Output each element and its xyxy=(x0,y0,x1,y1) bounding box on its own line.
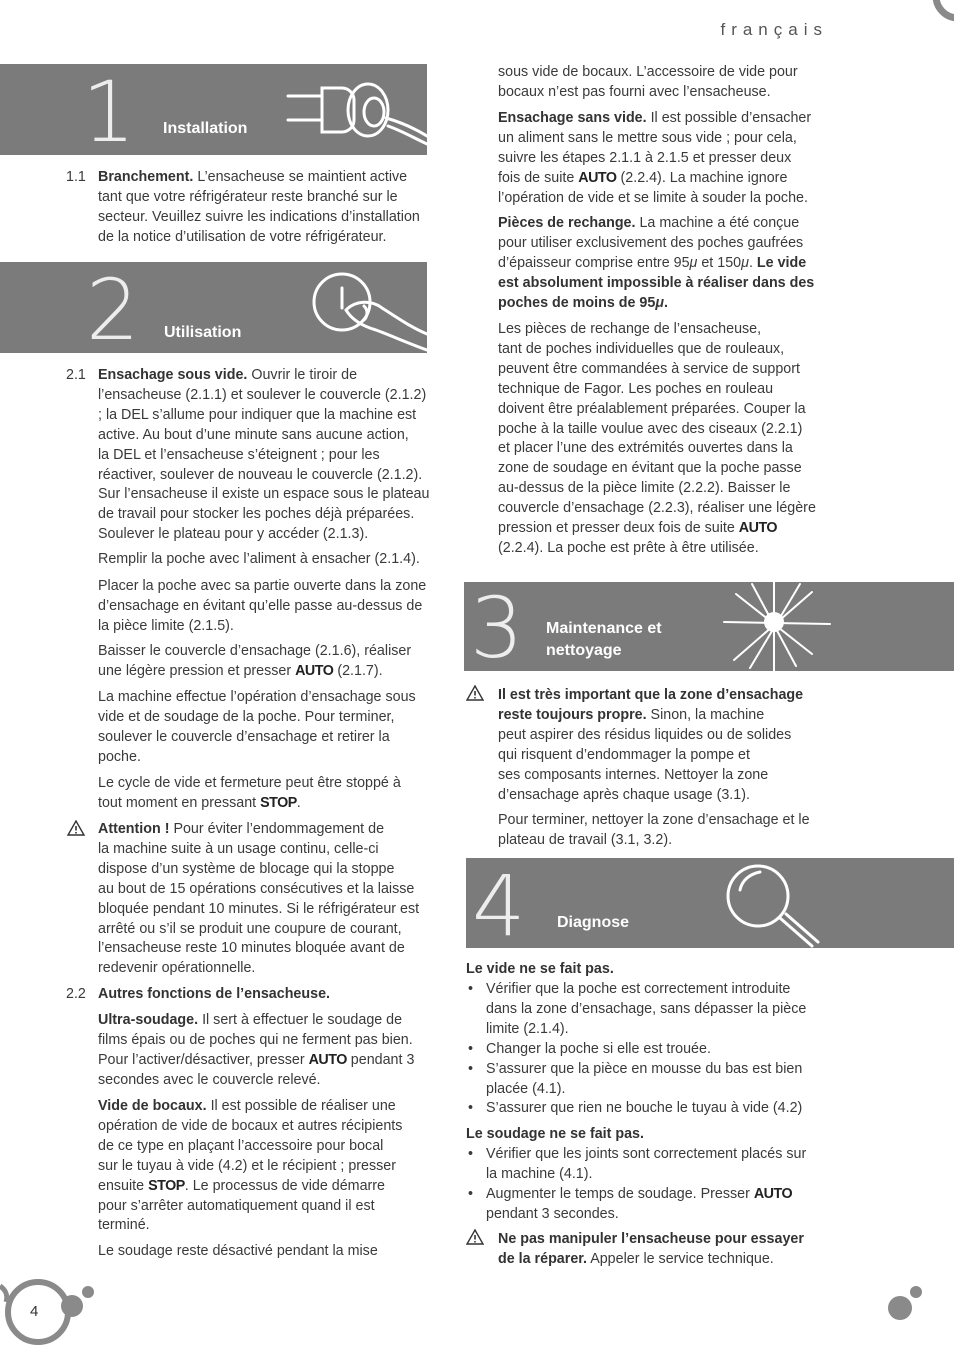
text-line: poche. xyxy=(98,748,141,765)
corner-circle-decoration xyxy=(928,0,954,30)
paragraph-lead: Ensachage sans vide. xyxy=(498,110,647,126)
text-line: l’ensacheuse reste 10 minutes bloquée avant de xyxy=(98,940,405,957)
text-line: ; la DEL s’allume pour indiquer que la machine est xyxy=(98,406,417,423)
paragraph-lead: Ultra-soudage. xyxy=(98,1012,199,1028)
text-line: pour s’arrêter automatiquement quand il est xyxy=(98,1197,375,1214)
text-line: Sinon, la machine xyxy=(646,706,765,723)
paragraph-lead: Vide de bocaux. xyxy=(98,1098,207,1114)
bocaux-continuation-paragraph xyxy=(498,63,838,103)
bold-text: reste toujours propre. xyxy=(498,706,647,723)
text-line: la DEL et l’ensacheuse s’éteignent ; pour les xyxy=(98,446,380,463)
bold-text: de la réparer. xyxy=(498,1250,588,1267)
list-item: • Vérifier que la poche est correctement introduite dans la zone d’ensachage, sans dépasser la pièce limite (2.1.4). xyxy=(468,981,807,1037)
text-line: Vérifier que la poche est correctement introduite xyxy=(486,981,791,997)
text-line: plateau de travail (3.1, 3.2). xyxy=(498,831,673,848)
bold-text: Ne pas manipuler l’ensacheuse pour essayer xyxy=(498,1231,804,1247)
text-line: et 150 xyxy=(697,254,742,271)
text-line: sur le tuyau à vide (4.2) et le récipient ; presser xyxy=(98,1157,396,1174)
language-label: français xyxy=(720,20,828,39)
stop-key-label: STOP xyxy=(260,794,297,811)
magnifier-icon xyxy=(720,860,830,948)
ensachage-sous-vide-paragraph xyxy=(98,366,433,545)
text-line: Baisser le couvercle d’ensachage (2.1.6), réaliser xyxy=(98,643,412,659)
ensachage-sans-vide-paragraph xyxy=(498,109,838,209)
text-line: tant de poches individuelles que de rouleaux, xyxy=(498,340,785,357)
paragraph-lead: Pièces de rechange. xyxy=(498,215,636,231)
text-line: de la notice d’utilisation de votre réfrigérateur. xyxy=(98,228,387,245)
maintenance-warning-paragraph xyxy=(498,686,838,805)
text-line: Il est possible de réaliser une xyxy=(206,1098,396,1114)
text-line: Il est possible d’ensacher xyxy=(646,110,812,126)
autres-fonctions-heading: Autres fonctions de l’ensacheuse. xyxy=(98,986,330,1002)
mu-symbol: μ xyxy=(689,254,698,271)
text-line: poche à la taille voulue avec des ciseaux (2.2.1) xyxy=(498,420,803,437)
text-line: de ce type en plaçant l’accessoire pour bocal xyxy=(98,1137,384,1154)
text-line: soulever le couvercle d’ensachage et retirer la xyxy=(98,728,390,745)
text-line: pour utiliser exclusivement des poches gaufrées xyxy=(498,234,804,251)
text-line: Vérifier que les joints sont correctement placés sur xyxy=(486,1146,807,1162)
text-line: pendant 3 secondes. xyxy=(486,1205,619,1222)
text-line: sous vide de bocaux. L’accessoire de vide pour xyxy=(498,64,798,80)
text-line: Pour éviter l’endommagement de xyxy=(169,821,385,837)
section-title: Installation xyxy=(163,120,248,137)
section-banner-maintenance xyxy=(464,582,954,671)
auto-key-label: AUTO xyxy=(308,1051,347,1068)
text-line: d’ensachage après chaque usage (3.1). xyxy=(498,786,750,803)
text-line: films épais ou de poches qui ne ferment pas bien. xyxy=(98,1031,413,1048)
text-line: Sur l’ensacheuse il existe un espace sous le plateau xyxy=(98,486,430,503)
item-number: 1.1 xyxy=(66,169,86,185)
text-line: tant que votre réfrigérateur reste branché sur le xyxy=(98,188,398,205)
text-line: Augmenter le temps de soudage. Presser xyxy=(486,1186,754,1202)
text-line: d’épaisseur comprise entre 95 xyxy=(498,254,690,271)
text-line: bloquée pendant 10 minutes. Si le réfrigérateur est xyxy=(98,900,420,917)
section-title: Utilisation xyxy=(164,324,242,341)
placer-paragraph xyxy=(98,577,433,637)
text-line: limite (2.1.4). xyxy=(486,1020,569,1037)
bold-text: Le vide xyxy=(752,254,807,271)
cycle-paragraph xyxy=(98,774,433,814)
text-line: dispose d’un système de blocage qui la stoppe xyxy=(98,860,395,877)
text-line: technique de Fagor. Les poches en rouleau xyxy=(498,380,774,397)
text-line: couvercle d’ensachage (2.2.3), réaliser une légère xyxy=(498,500,816,517)
diag-vide-heading: Le vide ne se fait pas. xyxy=(466,961,614,977)
section-number: 4 xyxy=(472,858,526,948)
text-line: Ouvrir le tiroir de xyxy=(247,367,358,383)
baisser-paragraph xyxy=(98,642,433,682)
text-line: Le cycle de vide et fermeture peut être stoppé à xyxy=(98,775,401,791)
text-line: vide et de soudage de la poche. Pour terminer, xyxy=(98,708,395,725)
section-number: 2 xyxy=(86,262,140,353)
text-line: Pour terminer, nettoyer la zone d’ensachage et le xyxy=(498,812,810,828)
maintenance-final-paragraph xyxy=(498,811,838,851)
warning-icon xyxy=(67,820,85,836)
text-line: fois de suite xyxy=(498,169,579,186)
text-line: la machine suite à un usage continu, celle-ci xyxy=(98,840,379,857)
text-line: active. Au bout d’une minute sans aucune action, xyxy=(98,426,409,443)
text-line: Soulever le plateau pour y accéder (2.1.3). xyxy=(98,526,369,543)
text-line: ensuite xyxy=(98,1177,149,1194)
auto-key-label: AUTO xyxy=(295,662,334,679)
remplir-paragraph: Remplir la poche avec l’aliment à ensacher (2.1.4). xyxy=(98,551,420,567)
bold-text: Il est très important que la zone d’ensachage xyxy=(498,687,804,703)
text-line: zone de soudage en évitant que la poche passe xyxy=(498,460,802,477)
text-line: . Le processus de vide démarre xyxy=(184,1177,386,1194)
text-line: la machine (4.1). xyxy=(486,1165,593,1182)
bold-text: est absolument impossible à réaliser dans des xyxy=(498,274,815,291)
text-line: secondes avec le couvercle relevé. xyxy=(98,1071,321,1088)
text-line: et placer l’une des extrémités ouvertes dans la xyxy=(498,440,793,457)
text-line: (2.2.4). La poche est prête à être utilisée. xyxy=(498,539,759,556)
text-line: l’opération de vide et se limite à souder la poche. xyxy=(498,189,808,206)
list-item: • Vérifier que les joints sont correctement placés sur la machine (4.1). xyxy=(468,1146,807,1182)
list-item: • Augmenter le temps de soudage. Presser AUTO pendant 3 secondes. xyxy=(468,1186,793,1222)
text-line: ses composants internes. Nettoyer la zone xyxy=(498,766,769,783)
text-line: un aliment sans le mettre sous vide ; pour cela, xyxy=(498,129,797,146)
text-line: Appeler le service technique. xyxy=(587,1250,774,1267)
mu-symbol: μ xyxy=(655,294,664,311)
text-line: pendant 3 xyxy=(346,1051,415,1068)
paragraph-lead: Ensachage sous vide. xyxy=(98,367,248,383)
text-line: tout moment en pressant xyxy=(98,794,261,811)
footer-dots-decoration xyxy=(880,1280,930,1330)
text-line: dans la zone d’ensachage, sans dépasser la pièce xyxy=(486,1000,807,1017)
text-line: suivre les étapes 2.1.1 à 2.1.5 et presser deux xyxy=(498,149,792,166)
final-warning-paragraph xyxy=(498,1230,838,1270)
list-item: • Changer la poche si elle est trouée. xyxy=(468,1041,711,1057)
stop-key-label: STOP xyxy=(148,1177,185,1194)
text-line: arrêté ou s’il se produit une coupure de courant, xyxy=(98,920,402,937)
text-line: peuvent être commandées à service de support xyxy=(498,360,800,377)
page-number: 4 xyxy=(30,1303,39,1320)
warning-icon xyxy=(466,1229,484,1245)
branchement-lead: Branchement. xyxy=(98,169,194,185)
attention-lead: Attention ! xyxy=(98,821,170,837)
text-line: secteur. Veuillez suivre les indications d’installation xyxy=(98,208,420,225)
text-line: la pièce limite (2.1.5). xyxy=(98,617,234,634)
plug-icon xyxy=(282,78,427,148)
item-number: 2.2 xyxy=(66,986,86,1002)
text-line: une légère pression et presser xyxy=(98,662,296,679)
ultra-soudage-paragraph xyxy=(98,1011,433,1091)
text-line: au bout de 15 opérations consécutives et la laisse xyxy=(98,880,415,897)
text-line: Les pièces de rechange de l’ensacheuse, xyxy=(498,321,762,337)
text-line: L’ensacheuse se maintient active xyxy=(193,169,408,185)
auto-key-label: AUTO xyxy=(753,1186,793,1202)
text-line: La machine a été conçue xyxy=(635,215,800,231)
text-line: S’assurer que la pièce en mousse du bas est bien xyxy=(486,1061,803,1077)
section-title: Diagnose xyxy=(557,914,630,931)
text-line: Pour l’activer/désactiver, presser xyxy=(98,1051,309,1068)
section-banner-diagnose xyxy=(466,858,954,948)
section-title-line: Maintenance et xyxy=(546,620,662,637)
text-line: (2.2.4). La machine ignore xyxy=(616,169,788,186)
branchement-paragraph xyxy=(98,168,433,248)
text-line: peut aspirer des résidus liquides ou de solides xyxy=(498,726,792,743)
warning-icon xyxy=(466,685,484,701)
list-item: • S’assurer que la pièce en mousse du bas est bien placée (4.1). xyxy=(468,1061,803,1097)
text-line: de travail pour stocker les poches déjà préparées. xyxy=(98,506,415,523)
machine-effectue-paragraph xyxy=(98,688,433,768)
item-number: 2.1 xyxy=(66,367,86,383)
auto-key-label: AUTO xyxy=(578,169,617,186)
vide-bocaux-paragraph xyxy=(98,1097,433,1236)
text-line: doivent être préalablement préparées. Couper la xyxy=(498,400,806,417)
diag-soudage-heading: Le soudage ne se fait pas. xyxy=(466,1126,644,1142)
section-banner-installation xyxy=(0,64,427,155)
text-line: d’ensachage en évitant qu’elle passe au-dessus de xyxy=(98,597,423,614)
text-line: réactiver, soulever de nouveau le couvercle (2.1.2). xyxy=(98,466,423,483)
text-line: placée (4.1). xyxy=(486,1080,566,1097)
text-line: La machine effectue l’opération d’ensachage sous xyxy=(98,689,416,705)
text-line: Placer la poche avec sa partie ouverte dans la zone xyxy=(98,578,427,594)
text-line: redevenir opérationnelle. xyxy=(98,960,256,977)
text-line: Changer la poche si elle est trouée. xyxy=(486,1041,711,1057)
section-title-line: nettoyage xyxy=(546,642,622,659)
auto-key-label: AUTO xyxy=(738,520,778,537)
text-line: pression et presser deux fois de suite xyxy=(498,520,739,537)
text-line: au-dessus de la pièce limite (2.2.2). Baisser le xyxy=(498,480,791,497)
text-line: Il sert à effectuer le soudage de xyxy=(198,1012,403,1028)
text-line: qui risquent d’endommager la pompe et xyxy=(498,746,750,763)
text-line: S’assurer que rien ne bouche le tuyau à vide (4.2) xyxy=(486,1100,803,1116)
list-item: • S’assurer que rien ne bouche le tuyau à vide (4.2) xyxy=(468,1100,803,1116)
sparkle-clean-icon xyxy=(712,582,842,671)
text-line: terminé. xyxy=(98,1217,150,1234)
text-line: opération de vide de bocaux et autres récipients xyxy=(98,1117,403,1134)
text-line: (2.1.7). xyxy=(333,662,383,679)
section-number: 1 xyxy=(82,64,136,155)
text-line: l’ensacheuse (2.1.1) et soulever le couvercle (2.1.2) xyxy=(98,386,427,403)
finger-button-icon xyxy=(306,270,427,353)
pieces-rechange-detail-paragraph xyxy=(498,320,838,559)
section-banner-utilisation xyxy=(0,262,427,353)
soudage-desactive-paragraph: Le soudage reste désactivé pendant la mise xyxy=(98,1243,378,1259)
mu-symbol: μ xyxy=(741,254,749,271)
footer-circle-decoration xyxy=(0,1268,100,1354)
text-line: bocaux n’est pas fourni avec l’ensacheuse. xyxy=(498,83,771,100)
section-number: 3 xyxy=(470,582,524,671)
attention-paragraph xyxy=(98,820,433,979)
text-line: . xyxy=(296,794,301,811)
pieces-rechange-paragraph: Pièces de rechange. La machine a été conçue pour utiliser exclusivement des poches gaufrées d’épaisseur comprise entre 95μ et 150μ. Le vide est absolument impossible à réaliser dans des poches de moins de 95μ. xyxy=(498,215,815,311)
bold-text: poches de moins de 95 xyxy=(498,294,656,311)
